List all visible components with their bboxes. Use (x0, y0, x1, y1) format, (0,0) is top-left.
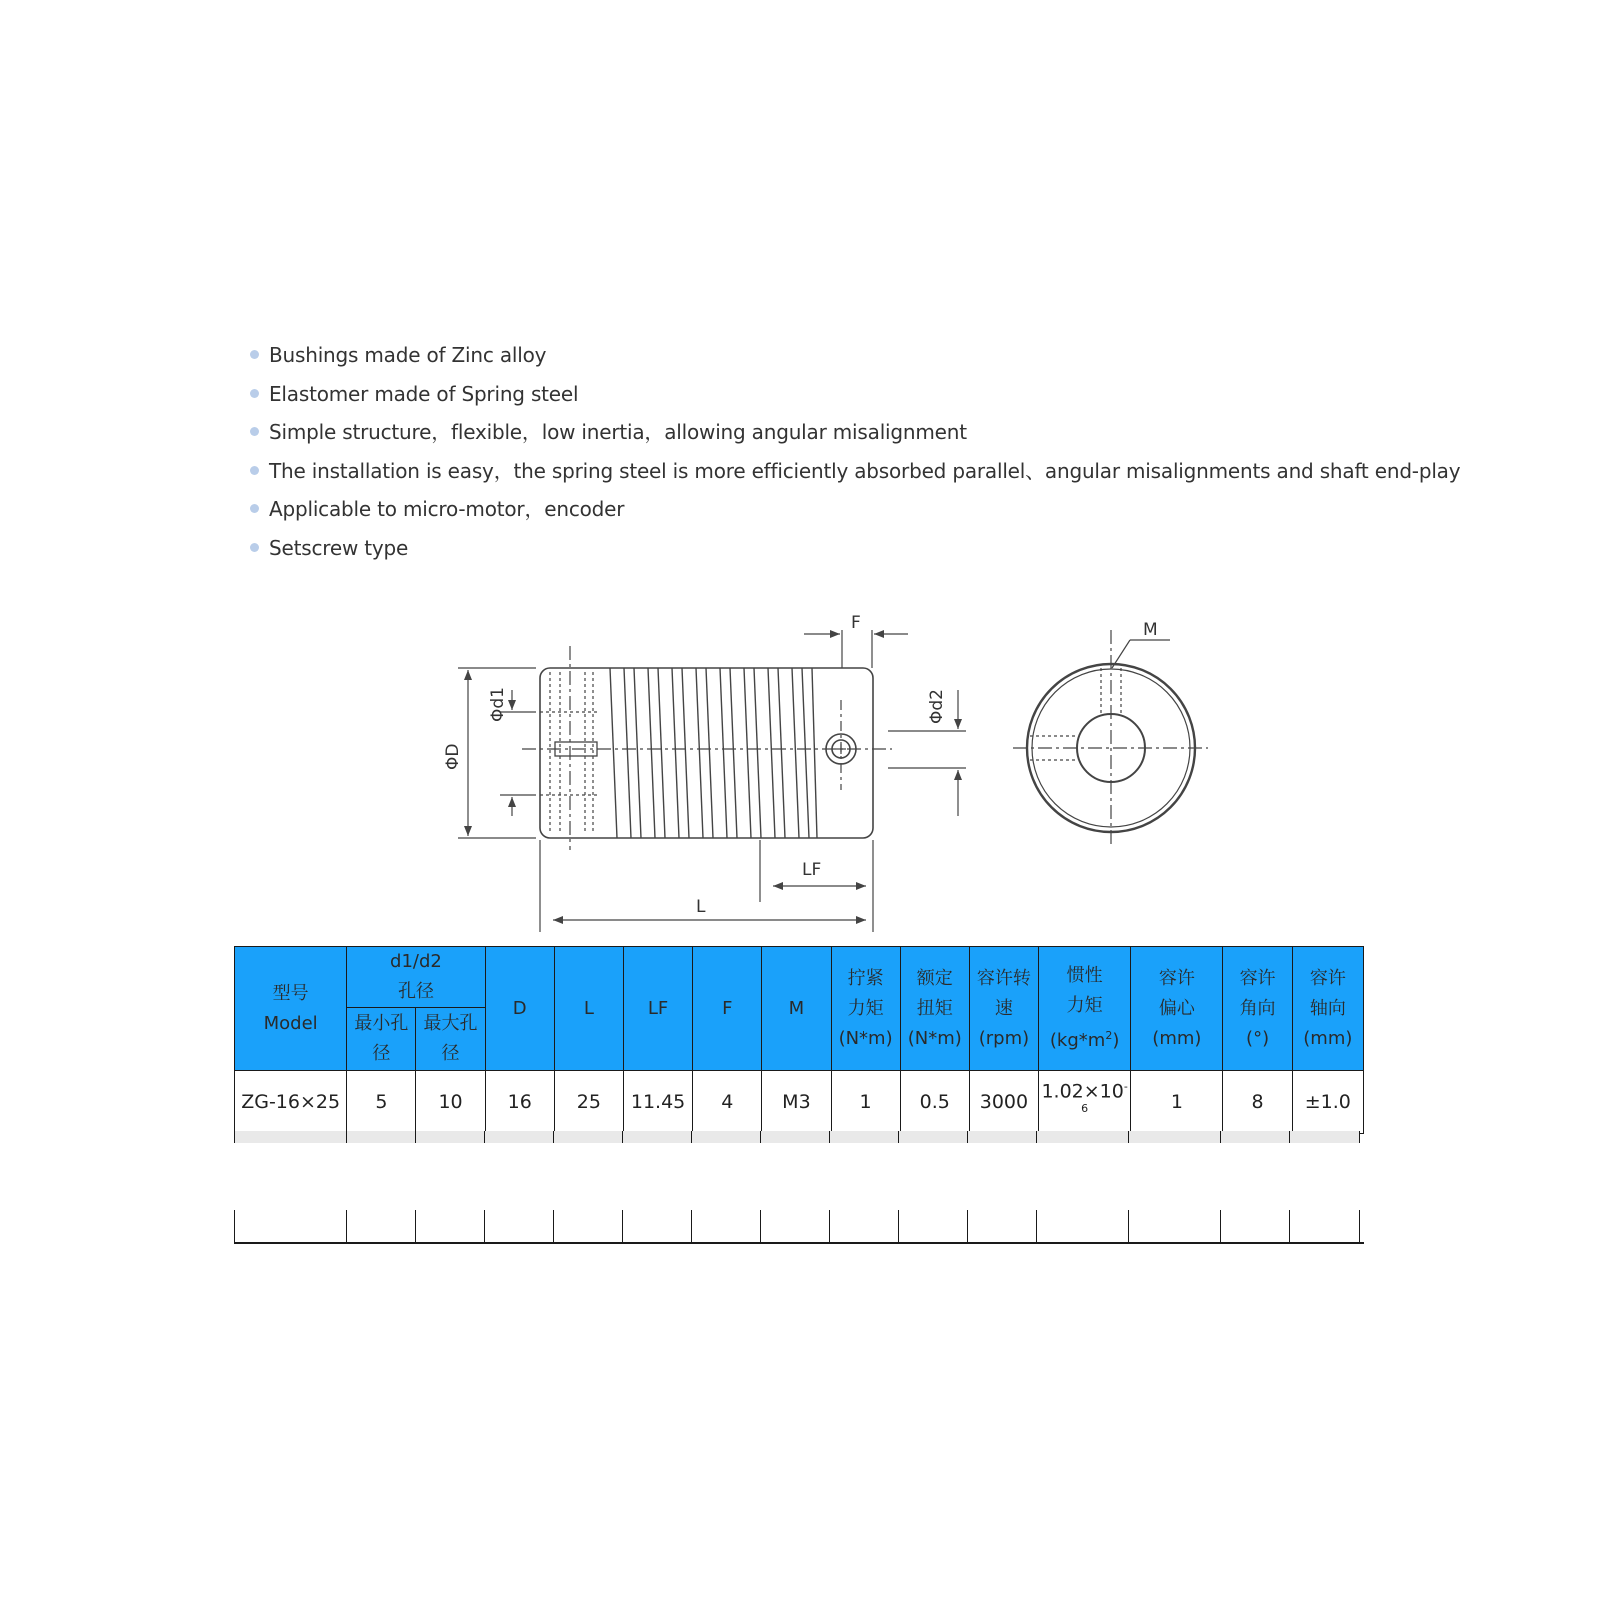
th-eccentric: 容许 偏心 (mm) (1131, 947, 1223, 1071)
th-tighten: 拧紧 力矩 (N*m) (831, 947, 900, 1071)
feature-text: Setscrew type (269, 535, 409, 560)
cropped-row-bottom (234, 1210, 1364, 1244)
cell-model: ZG-16×25 (235, 1071, 347, 1134)
th-model: 型号 Model (235, 947, 347, 1071)
cell-speed: 3000 (969, 1071, 1038, 1134)
label-d2: Φd2 (927, 689, 947, 724)
cell-max-bore: 10 (416, 1071, 485, 1134)
cell-eccentric: 1 (1131, 1071, 1223, 1134)
th-L: L (554, 947, 623, 1071)
cell-tighten: 1 (831, 1071, 900, 1134)
feature-text: Applicable to micro-motor，encoder (269, 497, 625, 521)
th-bore-max: 最大孔 径 (416, 1008, 485, 1071)
cropped-row-top (234, 1131, 1364, 1143)
th-speed: 容许转 速 (rpm) (969, 947, 1038, 1071)
cell-M: M3 (762, 1071, 831, 1134)
th-inertia: 惯性 力矩 $(kg*m^2)$ (1039, 947, 1131, 1071)
spec-table (234, 946, 1364, 1134)
cell-F: 4 (693, 1071, 762, 1134)
th-M: M (762, 947, 831, 1071)
th-LF: LF (623, 947, 692, 1071)
th-angular: 容许 角向 (°) (1223, 947, 1292, 1071)
label-d1: Φd1 (488, 687, 508, 722)
cell-LF: 11.45 (623, 1071, 692, 1134)
cell-rated: 0.5 (900, 1071, 969, 1134)
label-LF: LF (802, 860, 822, 880)
label-M: M (1143, 620, 1158, 640)
cell-D: 16 (485, 1071, 554, 1134)
cell-L: 25 (554, 1071, 623, 1134)
th-D: D (485, 947, 554, 1071)
cell-min-bore: 5 (347, 1071, 416, 1134)
feature-text: Bushings made of Zinc alloy (269, 343, 547, 367)
th-rated: 额定 扭矩 (N*m) (900, 947, 969, 1071)
label-D: ΦD (443, 743, 463, 770)
th-bore: d1/d2 孔径 (347, 947, 485, 1008)
label-L: L (696, 897, 706, 917)
th-F: F (693, 947, 762, 1071)
cell-angle: 8 (1223, 1071, 1292, 1134)
cell-axial: ±1.0 (1292, 1071, 1363, 1134)
table-row (235, 1071, 1364, 1134)
th-axial: 容许 轴向 (mm) (1292, 947, 1363, 1071)
cell-inertia: $1.02\times 10^{-6}$ (1039, 1071, 1131, 1134)
feature-text: The installation is easy，the spring steel is more efficiently absorbed parallel、angular misalignments and shaft end-play (269, 458, 1461, 483)
feature-text: Simple structure，flexible，low inertia，allowing angular misalignment (269, 420, 967, 444)
feature-text: Elastomer made of Spring steel (269, 381, 579, 406)
label-F: F (851, 613, 861, 633)
helical-slits (610, 668, 817, 838)
th-bore-min: 最小孔 径 (347, 1008, 416, 1071)
